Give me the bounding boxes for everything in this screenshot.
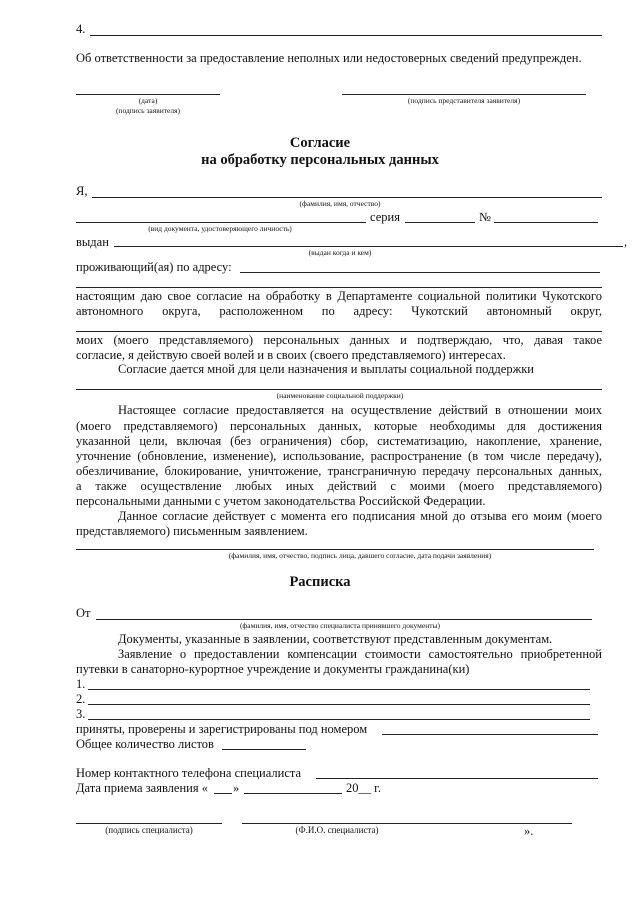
doc-item-3-line[interactable] — [88, 719, 590, 720]
address-label: проживающий(ая) по адресу: — [76, 260, 232, 274]
consent-para3-line2: (моего представляемого) персональных данных, которые необходимы для достижения — [76, 419, 602, 433]
date-received-label: Дата приема заявления « — [76, 781, 208, 795]
support-line[interactable] — [76, 389, 602, 390]
doc-item-1-line[interactable] — [88, 689, 590, 690]
spec-sign-caption: (подпись специалиста) — [105, 825, 193, 835]
number-line[interactable] — [494, 222, 598, 223]
i-label: Я, — [76, 184, 88, 198]
item-4-label: 4. — [76, 22, 86, 36]
phone-line[interactable] — [316, 778, 598, 779]
spec-fio-caption: (Ф.И.О. специалиста) — [295, 825, 379, 835]
doc-item-3-label: 3. — [76, 707, 86, 721]
application-line1: Заявление о предоставлении компенсации стоимости самостоятельно приобретенной — [118, 647, 602, 661]
responsibility-warning: Об ответственности за предоставление неполных или недостоверных сведений предупрежден. — [76, 51, 582, 65]
date-year: 20__ г. — [346, 781, 381, 795]
doc-item-2-label: 2. — [76, 692, 86, 706]
fio-caption: (фамилия, имя, отчество) — [299, 199, 381, 208]
consent-para3-line6: а также осуществление любых иных действий с моими (моего представляемого) — [76, 479, 602, 493]
purpose-text: Согласие дается мной для цели назначения и выплаты социальной поддержки — [118, 362, 534, 376]
application-line2: путевки в санаторно-курортное учреждение и документы гражданина(ки) — [76, 662, 470, 676]
consent-para3-line4: уточнение (обновление, изменение), использование, распространение (в том числе передачу), — [76, 449, 602, 463]
issued-comma: , — [624, 235, 628, 249]
support-caption: (наименование социальной поддержки) — [276, 391, 404, 400]
date-line[interactable] — [76, 94, 220, 95]
registered-text: приняты, проверены и зарегистрированы под номером — [76, 722, 368, 736]
number-label: № — [479, 210, 491, 224]
series-label: серия — [370, 210, 400, 224]
consent-para2-line1: моих (моего представляемого) персональных данных и подтверждаю, что, давая такое — [76, 333, 602, 347]
date-month-line[interactable] — [244, 793, 342, 794]
fio-line[interactable] — [92, 197, 602, 198]
sheets-count-line[interactable] — [222, 749, 306, 750]
consent-para3-line1: Настоящее согласие предоставляется на осуществление действий в отношении моих — [118, 403, 602, 417]
date-day-line[interactable] — [214, 793, 232, 794]
doc-caption: (вид документа, удостоверяющего личность) — [148, 224, 292, 233]
closing-quote: ». — [524, 824, 534, 838]
dept-address-line[interactable] — [76, 331, 602, 332]
consent-para3-line7: персональными данными с учетом законодательства Российской Федерации. — [76, 494, 486, 508]
rep-sign-line[interactable] — [342, 94, 586, 95]
doc-type-line[interactable] — [76, 222, 366, 223]
consent-para4-line2: представляемого) письменным заявлением. — [76, 524, 308, 538]
signer-line[interactable] — [76, 549, 594, 550]
docs-match-text: Документы, указанные в заявлении, соответствуют представленным документам. — [118, 632, 553, 646]
doc-item-2-line[interactable] — [88, 704, 590, 705]
consent-para1-line1: настоящим даю свое согласие на обработку в Департаменте социальной политики Чукотского — [76, 289, 602, 303]
sheets-label: Общее количество листов — [76, 737, 214, 751]
rep-sign-caption: (подпись представителя заявителя) — [407, 96, 521, 105]
phone-label: Номер контактного телефона специалиста — [76, 766, 302, 780]
doc-item-1-label: 1. — [76, 677, 86, 691]
consent-para4-line1: Данное согласие действует с момента его подписания мной до отзыва его моим (моего — [118, 509, 602, 523]
consent-para3-line5: обезличивание, блокирование, уничтожение, трансграничную передачу персональных данных, — [76, 464, 602, 478]
receipt-title: Расписка — [289, 574, 351, 590]
spec-fio-line[interactable] — [242, 823, 572, 824]
date-caption: (дата) — [138, 96, 158, 105]
consent-para3-line3: указанной цели, включая (без ограничения) сбор, систематизацию, накопление, хранение, — [76, 434, 602, 448]
consent-para1-line2: автономного округа, расположенном по адресу: Чукотский автономный округ, — [76, 304, 602, 318]
signer-caption: (фамилия, имя, отчество, подпись лица, давшего согласие, дата подачи заявления) — [228, 551, 492, 560]
issued-line[interactable] — [114, 246, 623, 247]
consent-para2-line2: согласие, я действую своей волей и в своих (своего представляемого) интересах. — [76, 348, 506, 362]
date-quote-close: » — [233, 781, 240, 795]
consent-subtitle: на обработку персональных данных — [201, 152, 439, 168]
item-4-line[interactable] — [90, 35, 602, 36]
from-label: От — [76, 606, 91, 620]
address-line-1[interactable] — [240, 272, 600, 273]
applicant-sign-caption: (подпись заявителя) — [115, 106, 181, 115]
address-line-2[interactable] — [76, 287, 602, 288]
spec-sign-line[interactable] — [76, 823, 222, 824]
issued-caption: (выдан когда и кем) — [308, 248, 372, 257]
consent-title: Согласие — [289, 135, 351, 151]
series-line[interactable] — [405, 222, 475, 223]
specialist-line[interactable] — [96, 619, 592, 620]
registration-number-line[interactable] — [382, 734, 598, 735]
issued-label: выдан — [76, 235, 109, 249]
specialist-caption: (фамилия, имя, отчество специалиста принявшего документы) — [239, 621, 441, 630]
